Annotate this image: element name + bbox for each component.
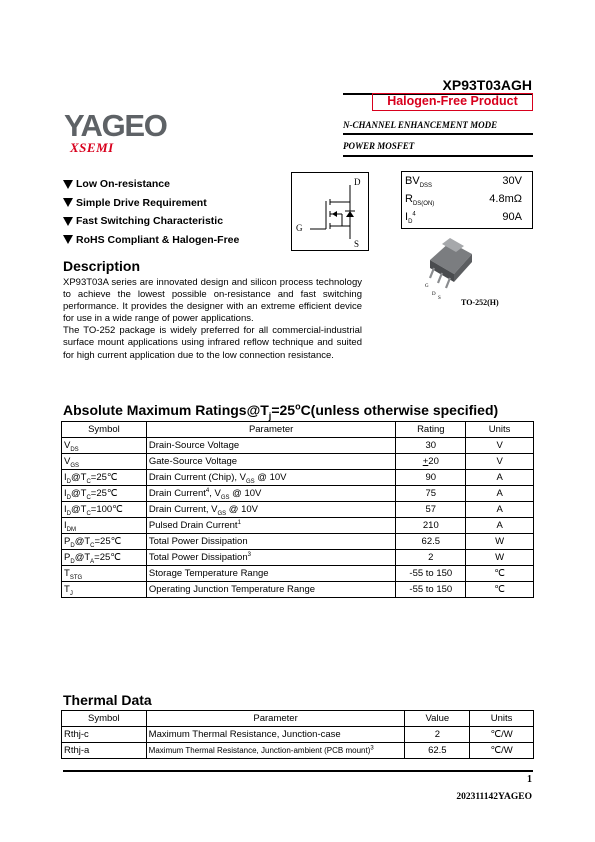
feature-item: Low On-resistance — [63, 175, 239, 194]
drain-pin-label: D — [354, 177, 361, 187]
table-row: $T_J$ Operating Junction Temperature Range -55 to 150 ℃ — [62, 582, 534, 598]
table-row: $I_{DM}$ Pulsed Drain Current$^1$ 210 A — [62, 518, 534, 534]
bullet-triangle-icon — [63, 180, 73, 189]
header-rule-mid — [343, 133, 533, 135]
column-header: Parameter — [146, 711, 405, 727]
part-number: XP93T03AGH — [442, 77, 532, 93]
bullet-triangle-icon — [63, 198, 73, 207]
table-row: Rthj-c Maximum Thermal Resistance, Junction-case 2 ℃/W — [62, 727, 534, 743]
package-pin-g: G — [425, 284, 429, 289]
column-header: Rating — [396, 422, 466, 438]
yageo-logo — [64, 110, 167, 154]
document-code: 202311142YAGEO — [456, 792, 532, 802]
key-specs-box — [401, 171, 533, 229]
table-row: $V_{DS}$ Drain-Source Voltage 30 V — [62, 438, 534, 454]
footer-rule — [63, 770, 533, 772]
thermal-data-table — [61, 710, 534, 759]
description-title: Description — [63, 258, 141, 274]
table-row: $V_{GS}$ Gate-Source Voltage +20 V — [62, 454, 534, 470]
mosfet-symbol-box — [291, 172, 369, 251]
spec-row-rdson: $R_{DS(ON)}$ 4.8mΩ — [405, 193, 522, 208]
thermal-data-title: Thermal Data — [63, 692, 152, 708]
table-row: $I_D@T_C=25℃$ Drain Current (Chip), $V_{GS}$ @ 10V 90 A — [62, 470, 534, 486]
column-header: Units — [466, 422, 534, 438]
header-rule-bottom — [343, 155, 533, 157]
feature-item: Simple Drive Requirement — [63, 194, 239, 213]
bullet-triangle-icon — [63, 235, 73, 244]
table-header-row — [62, 711, 534, 727]
source-pin-label: S — [354, 239, 360, 249]
description-paragraph: The TO-252 package is widely preferred for all commercial-industrial surface mount applications using infrared reflow technique and suited for high current application due to the low connection resistance. — [63, 325, 362, 361]
spec-row-bvdss: $BV_{DSS}$ 30V — [405, 175, 522, 190]
feature-item: RoHS Compliant & Halogen-Free — [63, 231, 239, 250]
table-row: $I_D@T_C=100℃$ Drain Current, $V_{GS}$ @ 10V 57 A — [62, 502, 534, 518]
package-pin-s: S — [438, 296, 441, 301]
table-row: $P_D@T_A=25℃$ Total Power Dissipation$^3$ 2 W — [62, 550, 534, 566]
logo-wordmark: YAGEO — [64, 108, 167, 143]
gate-pin-label: G — [296, 223, 303, 233]
table-row: $T_{STG}$ Storage Temperature Range -55 to 150 ℃ — [62, 566, 534, 582]
column-header: Units — [470, 711, 534, 727]
package-label: TO-252(H) — [461, 298, 499, 307]
package-pin-d: D — [432, 292, 436, 297]
table-row: Rthj-a Maximum Thermal Resistance, Junction-ambient (PCB mount)$^3$ 62.5 ℃/W — [62, 743, 534, 759]
package-image — [420, 232, 480, 307]
device-type-line2: POWER MOSFET — [343, 141, 415, 151]
device-type-line1: N-CHANNEL ENHANCEMENT MODE — [343, 120, 498, 130]
description-paragraph: XP93T03A series are innovated design and silicon process technology to achieve the lowest possible on-resistance and fast switching performance. It provides the designer with an extreme efficient device for use in a wide range of power applications. — [63, 277, 362, 325]
feature-item: Fast Switching Characteristic — [63, 212, 239, 231]
page-number: 1 — [527, 774, 532, 785]
mosfet-symbol-icon — [292, 173, 368, 250]
bullet-triangle-icon — [63, 217, 73, 226]
table-row: $P_D@T_C=25℃$ Total Power Dissipation 62.5 W — [62, 534, 534, 550]
table-header-row — [62, 422, 534, 438]
logo-sub-wordmark: XSEMI — [70, 140, 114, 155]
feature-list — [63, 175, 239, 249]
abs-max-table — [61, 421, 534, 598]
column-header: Parameter — [146, 422, 396, 438]
column-header: Symbol — [62, 711, 147, 727]
table-row: $I_D@T_C=25℃$ Drain Current$^4$, $V_{GS}$ @ 10V 75 A — [62, 486, 534, 502]
spec-row-id: $I_D^4$ 90A — [405, 211, 522, 226]
column-header: Symbol — [62, 422, 147, 438]
column-header: Value — [405, 711, 470, 727]
abs-max-title: Absolute Maximum $Ratings@T_j=25^oC(unless$ otherwise specified) — [63, 401, 499, 421]
to252-package-icon — [420, 232, 480, 302]
description-text — [63, 277, 362, 362]
halogen-free-badge: Halogen-Free Product — [372, 93, 533, 111]
